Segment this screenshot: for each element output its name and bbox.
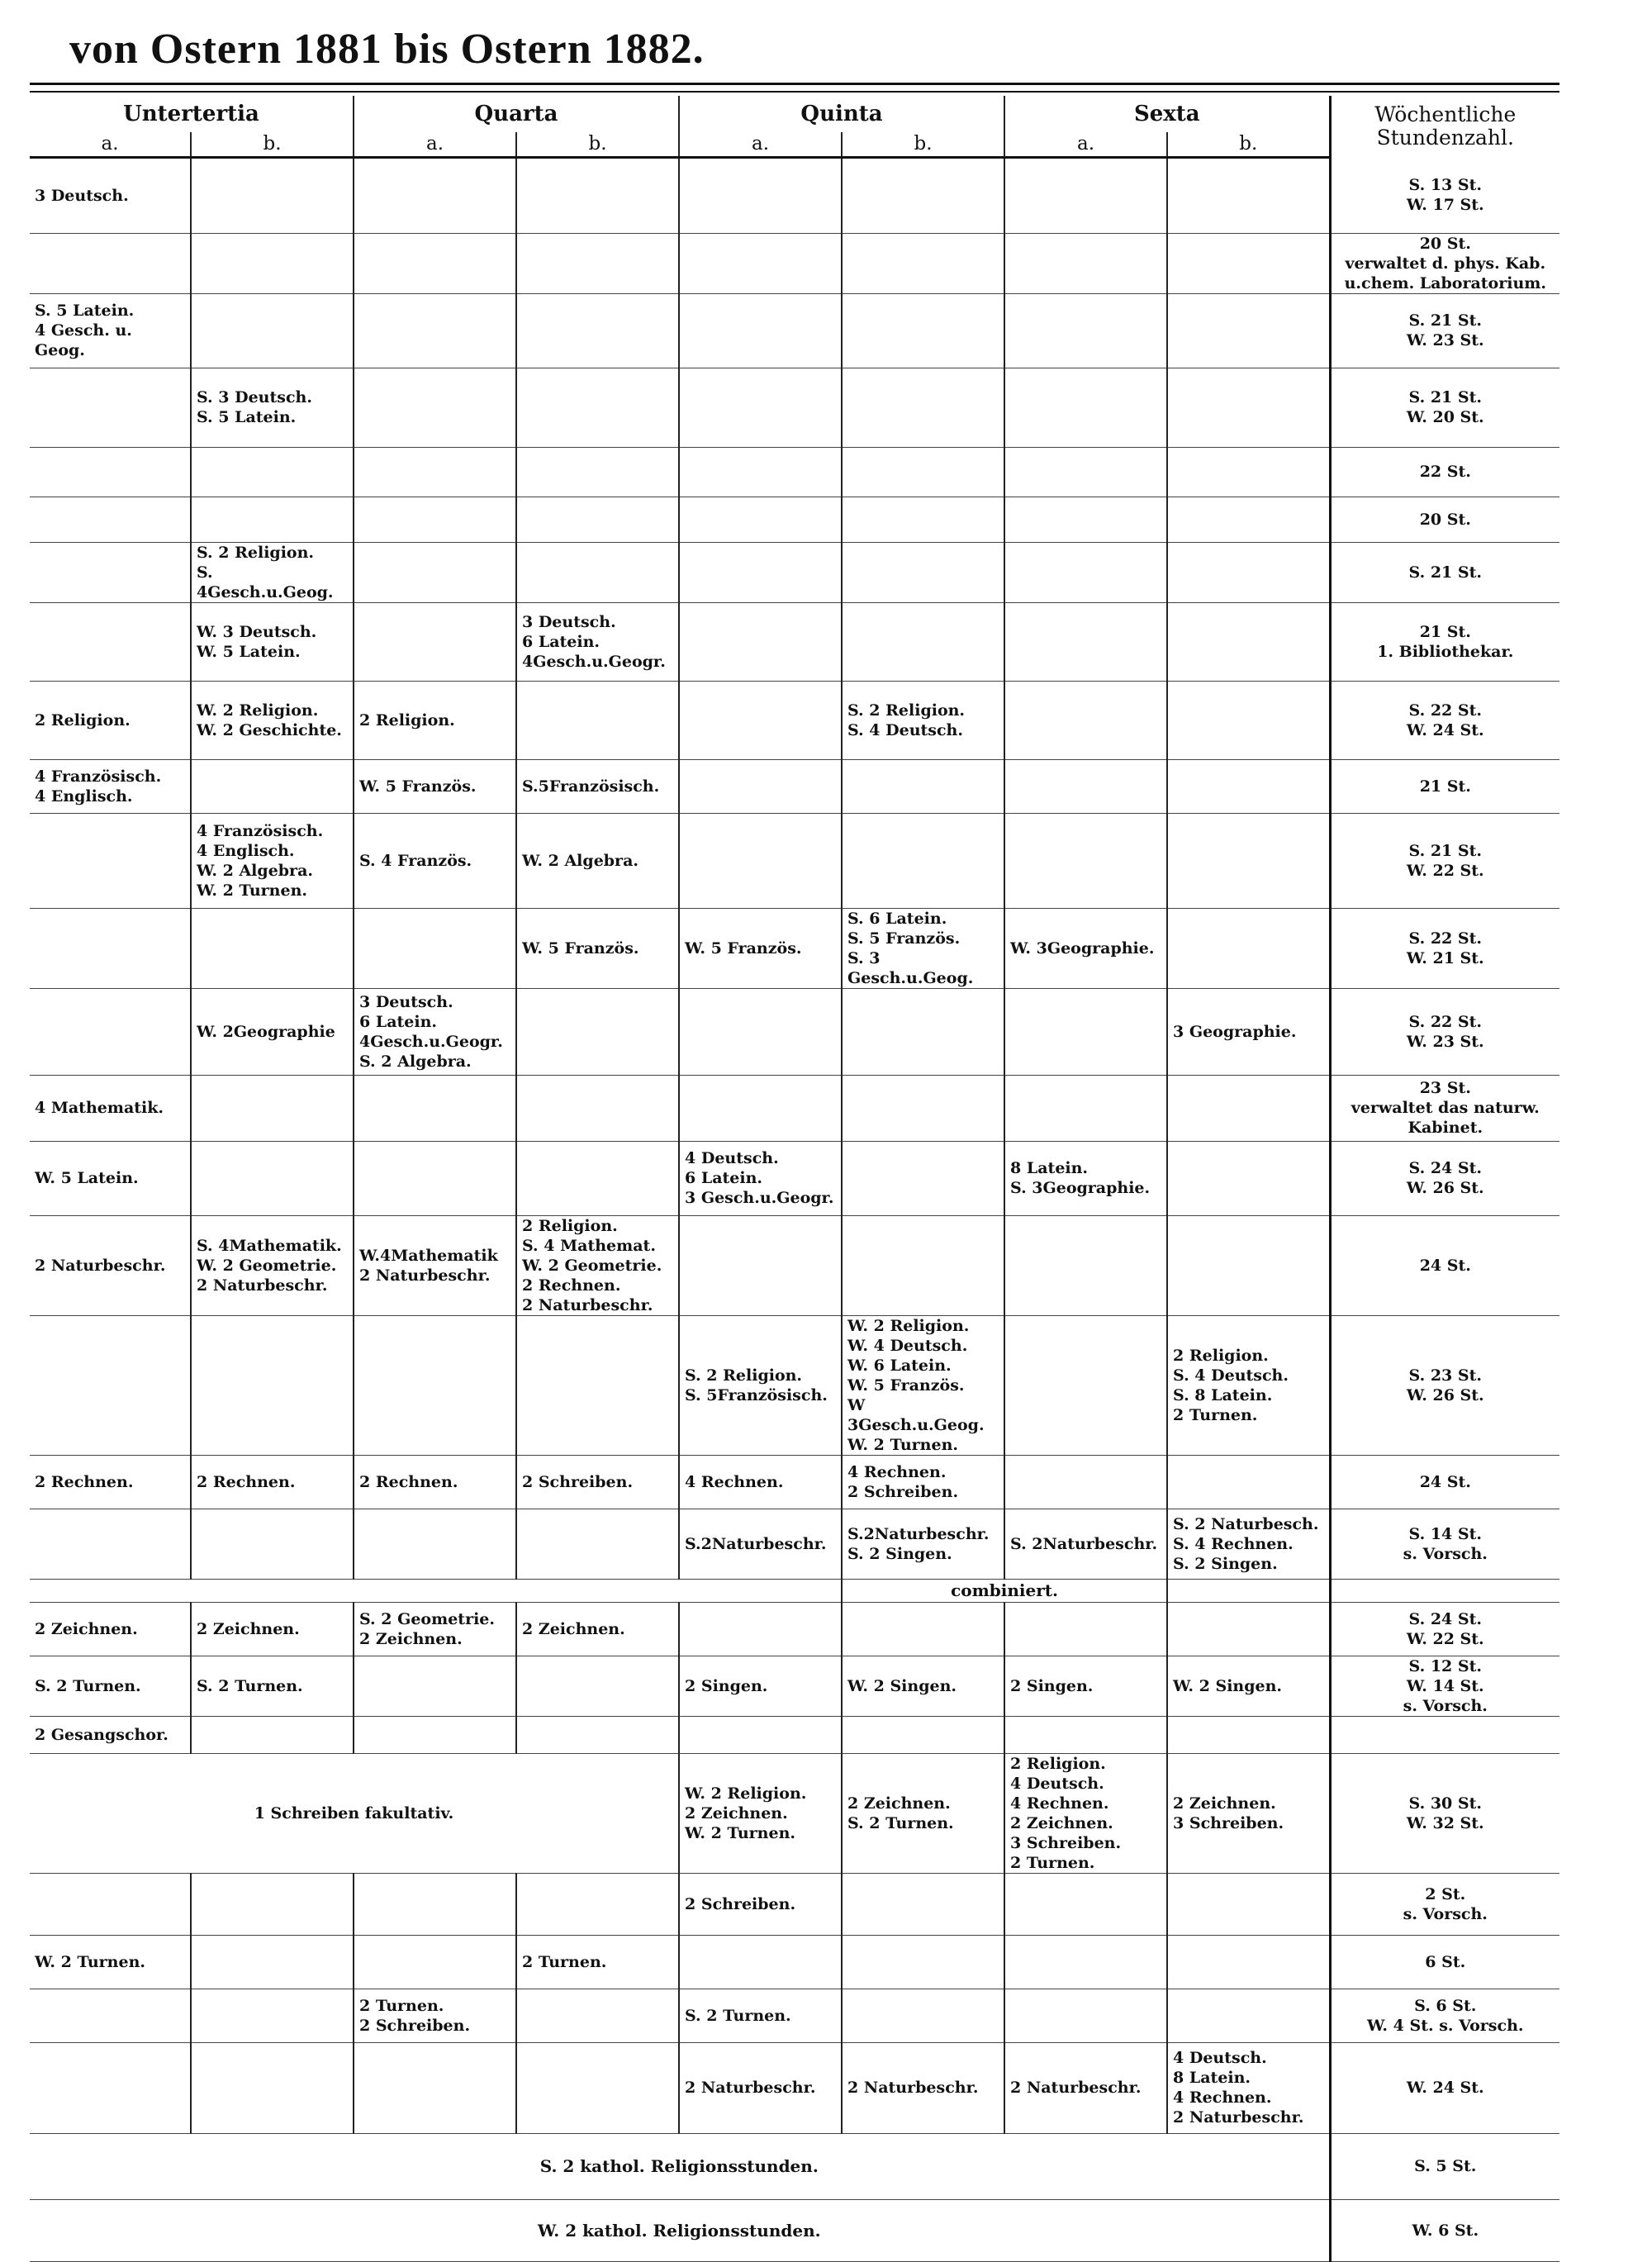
table-cell [516,681,679,759]
weekly-hours-cell: 20 St. verwaltet d. phys. Kab. u.chem. Laboratorium. [1330,233,1559,293]
weekly-hours-cell: 20 St. [1330,497,1559,542]
table-cell [1167,293,1330,368]
table-cell [1167,813,1330,908]
table-cell [354,1716,516,1753]
table-cell: 2 Gesangschor. [30,1716,191,1753]
table-cell: W. 2 Turnen. [30,1935,191,1989]
spacer-cell [1167,1579,1330,1602]
table-cell [1004,1315,1167,1455]
table-cell: 4 Rechnen. [679,1455,842,1509]
table-cell [679,368,842,447]
table-cell [30,497,191,542]
weekly-hours-cell: 21 St. 1. Bibliothekar. [1330,602,1559,681]
table-cell [1167,681,1330,759]
table-cell: 3 Deutsch. 6 Latein. 4Gesch.u.Geogr. S. 2 Algebra. [354,988,516,1075]
table-cell [191,1716,354,1753]
table-cell [191,1989,354,2042]
table-cell [842,1716,1004,1753]
table-cell [679,157,842,233]
table-cell: W. 2 Singen. [842,1656,1004,1716]
table-cell [191,1141,354,1215]
table-cell [191,157,354,233]
top-rule-thin [30,91,1559,93]
table-cell [354,157,516,233]
table-cell [30,1509,191,1579]
table-cell [30,1873,191,1935]
table-cell: S. 6 Latein. S. 5 Französ. S. 3 Gesch.u.Geog. [842,908,1004,988]
table-cell [191,908,354,988]
table-cell: 2 Religion. S. 4 Mathemat. W. 2 Geometrie. 2 Rechnen. 2 Naturbeschr. [516,1215,679,1315]
table-cell [842,293,1004,368]
table-cell [1004,602,1167,681]
table-cell: S. 5 Latein. 4 Gesch. u. Geog. [30,293,191,368]
table-cell [1004,1873,1167,1935]
table-cell [842,497,1004,542]
table-cell [842,1935,1004,1989]
table-cell [354,1075,516,1141]
sub-header: b. [191,132,354,157]
table-cell [354,1509,516,1579]
table-cell: W. 5 Französ. [516,908,679,988]
table-row [30,1602,1559,1656]
table-cell [516,1141,679,1215]
table-cell [1004,233,1167,293]
table-row [30,2133,1559,2199]
weekly-hours-cell: S. 24 St. W. 22 St. [1330,1602,1559,1656]
table-cell [1004,447,1167,497]
table-cell [516,368,679,447]
table-cell [1167,1873,1330,1935]
table-cell [354,497,516,542]
table-cell [679,293,842,368]
table-cell [354,908,516,988]
table-cell: 2 Rechnen. [354,1455,516,1509]
table-cell [679,233,842,293]
table-row [30,1716,1559,1753]
table-cell: W. 2 Religion. W. 4 Deutsch. W. 6 Latein. W. 5 Französ. W 3Gesch.u.Geog. W. 2 Turnen. [842,1315,1004,1455]
weekly-hours-cell: S. 22 St. W. 21 St. [1330,908,1559,988]
table-cell [679,1716,842,1753]
table-cell [354,1656,516,1716]
table-cell: 2 Religion. [354,681,516,759]
table-cell [191,497,354,542]
timetable [30,96,1559,2262]
sub-header: a. [30,132,191,157]
table-cell [191,293,354,368]
table-cell [842,1075,1004,1141]
weekly-hours-cell: S. 22 St. W. 24 St. [1330,681,1559,759]
table-cell: 2 Naturbeschr. [842,2042,1004,2133]
table-cell [30,602,191,681]
table-cell [1004,157,1167,233]
table-row [30,759,1559,813]
table-cell: 2 Turnen. 2 Schreiben. [354,1989,516,2042]
table-cell: S. 2 Naturbesch. S. 4 Rechnen. S. 2 Singen. [1167,1509,1330,1579]
spacer-cell [1330,1579,1559,1602]
table-cell: 2 Turnen. [516,1935,679,1989]
table-cell: W. 5 Latein. [30,1141,191,1215]
table-cell [1167,497,1330,542]
table-cell: 2 Religion. S. 4 Deutsch. S. 8 Latein. 2 Turnen. [1167,1315,1330,1455]
table-cell: 4 Mathematik. [30,1075,191,1141]
hours-header: Wöchentliche Stundenzahl. [1330,96,1559,157]
top-rule [30,83,1559,85]
weekly-hours-cell [1330,1716,1559,1753]
table-cell [516,1989,679,2042]
table-cell [191,2042,354,2133]
table-cell [516,1509,679,1579]
table-cell [516,542,679,602]
table-cell [516,2042,679,2133]
table-cell [354,2042,516,2133]
table-cell: 2 Schreiben. [679,1873,842,1935]
table-cell [30,908,191,988]
table-row [30,1315,1559,1455]
table-row [30,2199,1559,2261]
combined-note-row [30,1579,1559,1602]
table-cell [1004,1935,1167,1989]
table-row [30,813,1559,908]
weekly-hours-cell: S. 24 St. W. 26 St. [1330,1141,1559,1215]
table-cell [842,542,1004,602]
table-cell [842,1989,1004,2042]
table-cell: 2 Singen. [679,1656,842,1716]
table-cell: 2 Religion. [30,681,191,759]
table-cell: 2 Singen. [1004,1656,1167,1716]
table-cell: 2 Schreiben. [516,1455,679,1509]
table-row [30,542,1559,602]
table-cell [1167,1455,1330,1509]
catholic-religion-summer-note: S. 2 kathol. Religionsstunden. [30,2133,1330,2199]
table-cell [679,813,842,908]
weekly-hours-cell: 6 St. [1330,1935,1559,1989]
table-cell: S. 2 Turnen. [30,1656,191,1716]
sub-header: b. [516,132,679,157]
table-cell [1167,542,1330,602]
table-cell [1004,1989,1167,2042]
table-cell: W. 2 Religion. 2 Zeichnen. W. 2 Turnen. [679,1753,842,1873]
weekly-hours-cell: S. 30 St. W. 32 St. [1330,1753,1559,1873]
table-cell [679,681,842,759]
table-row [30,293,1559,368]
weekly-hours-cell: S. 6 St. W. 4 St. s. Vorsch. [1330,1989,1559,2042]
table-cell [1004,759,1167,813]
table-row [30,1873,1559,1935]
table-cell [1004,368,1167,447]
table-row [30,1989,1559,2042]
weekly-hours-cell: S. 21 St. W. 22 St. [1330,813,1559,908]
table-cell [1167,1935,1330,1989]
table-cell [516,293,679,368]
table-cell: S. 2 Turnen. [679,1989,842,2042]
weekly-hours-cell: 23 St. verwaltet das naturw. Kabinet. [1330,1075,1559,1141]
table-cell: 2 Zeichnen. 3 Schreiben. [1167,1753,1330,1873]
table-cell [354,293,516,368]
class-header-untertertia: Untertertia [123,102,259,126]
table-row [30,1753,1559,1873]
table-cell: S. 2 Religion. S. 5Französisch. [679,1315,842,1455]
table-row [30,447,1559,497]
table-cell: W. 2 Singen. [1167,1656,1330,1716]
table-cell [354,368,516,447]
table-cell: 2 Naturbeschr. [679,2042,842,2133]
table-cell: S. 4Mathematik. W. 2 Geometrie. 2 Naturbeschr. [191,1215,354,1315]
table-cell [842,233,1004,293]
weekly-hours-cell: S. 14 St. s. Vorsch. [1330,1509,1559,1579]
combined-note: combiniert. [842,1579,1167,1602]
table-cell [842,988,1004,1075]
table-cell [679,447,842,497]
class-header-quinta: Quinta [679,96,1004,132]
table-cell [1004,1215,1167,1315]
table-cell [1167,1716,1330,1753]
table-cell [1004,1455,1167,1509]
class-header-sexta: Sexta [1004,96,1330,132]
table-row [30,1215,1559,1315]
table-cell [191,233,354,293]
table-cell [1004,497,1167,542]
table-cell [679,1215,842,1315]
table-cell: S.5Französisch. [516,759,679,813]
table-cell [1167,1602,1330,1656]
table-row [30,1075,1559,1141]
table-row [30,1935,1559,1989]
weekly-hours-cell: 24 St. [1330,1455,1559,1509]
table-cell: S. 2 Religion. S. 4Gesch.u.Geog. [191,542,354,602]
table-cell [516,988,679,1075]
table-cell: 2 Naturbeschr. [30,1215,191,1315]
table-cell [30,1315,191,1455]
table-cell: 2 Religion. 4 Deutsch. 4 Rechnen. 2 Zeichnen. 3 Schreiben. 2 Turnen. [1004,1753,1167,1873]
table-cell [30,447,191,497]
table-cell [354,1935,516,1989]
table-cell [842,759,1004,813]
table-cell [354,447,516,497]
table-cell: 2 Naturbeschr. [1004,2042,1167,2133]
table-cell [1167,1141,1330,1215]
table-cell [191,1509,354,1579]
table-cell: 4 Deutsch. 8 Latein. 4 Rechnen. 2 Naturbeschr. [1167,2042,1330,2133]
table-row [30,908,1559,988]
table-cell [842,368,1004,447]
table-cell [679,759,842,813]
table-cell: 2 Zeichnen. [30,1602,191,1656]
table-cell [354,542,516,602]
sub-header: a. [354,132,516,157]
table-cell: S. 4 Französ. [354,813,516,908]
table-cell [354,602,516,681]
weekly-hours-cell: W. 6 St. [1330,2199,1559,2261]
table-cell [516,1315,679,1455]
table-cell [516,1075,679,1141]
sub-header: a. [679,132,842,157]
catholic-religion-winter-note: W. 2 kathol. Religionsstunden. [30,2199,1330,2261]
table-cell [30,2042,191,2133]
table-cell [679,602,842,681]
table-cell: 3 Deutsch. [30,157,191,233]
table-cell: W.4Mathematik 2 Naturbeschr. [354,1215,516,1315]
sub-header: a. [1004,132,1167,157]
table-cell [842,1215,1004,1315]
table-cell [679,542,842,602]
weekly-hours-cell: S. 23 St. W. 26 St. [1330,1315,1559,1455]
table-cell [679,497,842,542]
weekly-hours-cell: S. 21 St. [1330,542,1559,602]
table-cell [354,233,516,293]
table-cell: 2 Zeichnen. [191,1602,354,1656]
table-cell [842,1873,1004,1935]
table-cell: W. 3 Deutsch. W. 5 Latein. [191,602,354,681]
table-row [30,1656,1559,1716]
table-cell: 4 Deutsch. 6 Latein. 3 Gesch.u.Geogr. [679,1141,842,1215]
table-cell [1167,602,1330,681]
table-cell [30,368,191,447]
table-cell [516,157,679,233]
table-cell: 4 Französisch. 4 Englisch. W. 2 Algebra. W. 2 Turnen. [191,813,354,908]
table-cell: 3 Geographie. [1167,988,1330,1075]
table-row [30,1141,1559,1215]
table-cell [1004,681,1167,759]
table-cell [1167,368,1330,447]
table-cell [842,447,1004,497]
table-cell [354,1315,516,1455]
table-cell: S.2Naturbeschr. S. 2 Singen. [842,1509,1004,1579]
weekly-hours-cell: 2 St. s. Vorsch. [1330,1873,1559,1935]
table-row [30,233,1559,293]
table-cell [1167,157,1330,233]
weekly-hours-cell: S. 21 St. W. 23 St. [1330,293,1559,368]
table-cell: S. 2Naturbeschr. [1004,1509,1167,1579]
table-cell: W. 2 Algebra. [516,813,679,908]
table-cell: W. 2 Religion. W. 2 Geschichte. [191,681,354,759]
weekly-hours-cell: S. 12 St. W. 14 St. s. Vorsch. [1330,1656,1559,1716]
table-cell [1004,1075,1167,1141]
table-row [30,157,1559,233]
weekly-hours-cell: W. 24 St. [1330,2042,1559,2133]
table-cell: S. 2 Religion. S. 4 Deutsch. [842,681,1004,759]
table-cell: 2 Zeichnen. S. 2 Turnen. [842,1753,1004,1873]
table-cell [1004,813,1167,908]
table-cell [1167,233,1330,293]
table-cell [191,1075,354,1141]
table-cell: 8 Latein. S. 3Geographie. [1004,1141,1167,1215]
table-cell [1004,542,1167,602]
table-cell: S. 2 Turnen. [191,1656,354,1716]
weekly-hours-cell: 24 St. [1330,1215,1559,1315]
table-cell [842,1602,1004,1656]
table-cell [516,447,679,497]
table-row [30,497,1559,542]
table-cell: 2 Rechnen. [191,1455,354,1509]
table-cell [191,447,354,497]
table-cell [1167,1989,1330,2042]
table-cell: W. 3Geographie. [1004,908,1167,988]
table-row [30,1509,1559,1579]
weekly-hours-cell: S. 22 St. W. 23 St. [1330,988,1559,1075]
weekly-hours-cell: S. 21 St. W. 20 St. [1330,368,1559,447]
table-cell [30,542,191,602]
table-row [30,988,1559,1075]
weekly-hours-cell: 22 St. [1330,447,1559,497]
table-cell: W. 5 Französ. [354,759,516,813]
table-cell [516,497,679,542]
table-cell: S. 3 Deutsch. S. 5 Latein. [191,368,354,447]
table-cell [191,1935,354,1989]
table-cell [842,602,1004,681]
table-cell: 4 Französisch. 4 Englisch. [30,759,191,813]
page-heading: von Ostern 1881 bis Ostern 1882. [69,26,705,73]
table-cell [191,1315,354,1455]
table-row [30,1455,1559,1509]
table-cell: 4 Rechnen. 2 Schreiben. [842,1455,1004,1509]
table-cell: S.2Naturbeschr. [679,1509,842,1579]
table-cell [354,1141,516,1215]
table-cell [354,1873,516,1935]
table-cell [516,233,679,293]
table-cell [1167,1075,1330,1141]
weekly-hours-cell: S. 13 St. W. 17 St. [1330,157,1559,233]
table-cell [516,1656,679,1716]
table-cell [679,1935,842,1989]
table-cell [1004,988,1167,1075]
table-cell [842,1141,1004,1215]
table-cell [1167,1215,1330,1315]
table-cell [679,1075,842,1141]
table-row [30,602,1559,681]
table-cell [679,1602,842,1656]
table-cell [191,759,354,813]
table-cell [1167,908,1330,988]
table-cell: 3 Deutsch. 6 Latein. 4Gesch.u.Geogr. [516,602,679,681]
sub-header: b. [842,132,1004,157]
table-cell [30,1989,191,2042]
weekly-hours-cell: 21 St. [1330,759,1559,813]
optional-writing-note: 1 Schreiben fakultativ. [30,1753,679,1873]
table-cell [516,1716,679,1753]
table-cell [1167,447,1330,497]
table-cell [30,813,191,908]
weekly-hours-cell: S. 5 St. [1330,2133,1559,2199]
table-row [30,368,1559,447]
table-cell: W. 2Geographie [191,988,354,1075]
table-cell [842,157,1004,233]
table-cell [516,1873,679,1935]
table-cell: 2 Zeichnen. [516,1602,679,1656]
table-cell [1004,1716,1167,1753]
spacer-cell [30,1579,842,1602]
table-row [30,681,1559,759]
table-cell: S. 2 Geometrie. 2 Zeichnen. [354,1602,516,1656]
sub-header: b. [1167,132,1330,157]
table-cell [1167,759,1330,813]
table-cell [30,233,191,293]
table-cell: 2 Rechnen. [30,1455,191,1509]
table-cell: W. 5 Französ. [679,908,842,988]
table-cell [1004,293,1167,368]
table-cell [191,1873,354,1935]
table-cell [679,988,842,1075]
table-cell [842,813,1004,908]
table-cell [1004,1602,1167,1656]
table-row [30,2042,1559,2133]
table-cell [30,988,191,1075]
class-header-quarta: Quarta [354,96,679,132]
